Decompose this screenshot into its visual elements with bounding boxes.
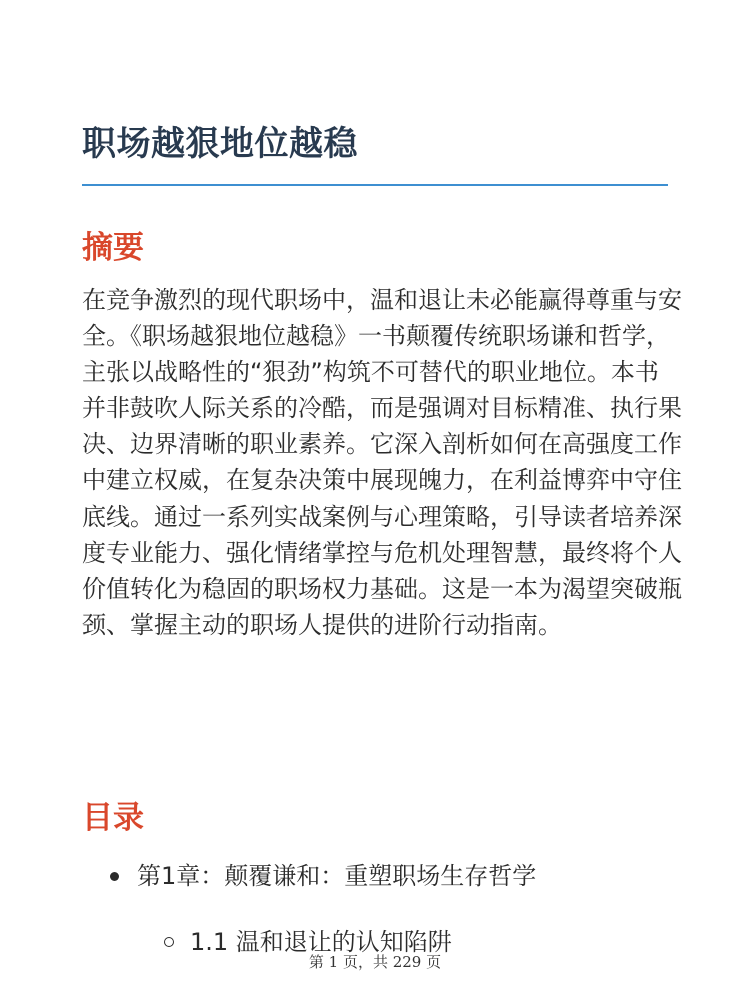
- bullet-disc-icon: [110, 872, 119, 881]
- document-title: 职场越狠地位越稳: [82, 124, 358, 164]
- bullet-circle-icon: [164, 937, 174, 947]
- toc-chapter-item[interactable]: [82, 858, 682, 894]
- toc-chapter-label: 第1章：颠覆谦和：重塑职场生存哲学: [137, 862, 537, 890]
- abstract-heading: 摘要: [82, 230, 144, 266]
- abstract-body: 在竞争激烈的现代职场中，温和退让未必能赢得尊重与安全。《职场越狠地位越稳》一书颠覆传统职场谦和哲学，主张以战略性的“狠劲”构筑不可替代的职业地位。本书并非鼓吹人际关系的冷酷，而是强调对目标精准、执行果决、边界清晰的职业素养。它深入剖析如何在高强度工作中建立权威，在复杂决策中展现魄力，在利益博弈中守住底线。通过一系列实战案例与心理策略，引导读者培养深度专业能力、强化情绪掌控与危机处理智慧，最终将个人价值转化为稳固的职场权力基础。这是一本为渴望突破瓶颈、掌握主动的职场人提供的进阶行动指南。: [82, 286, 682, 639]
- toc-section-label: 1.1 温和退让的认知陷阱: [190, 928, 452, 956]
- toc-list: [82, 858, 682, 960]
- toc-heading: 目录: [82, 800, 144, 836]
- page-indicator: 第 1 页，共 229 页: [308, 953, 442, 971]
- title-divider: [82, 184, 668, 186]
